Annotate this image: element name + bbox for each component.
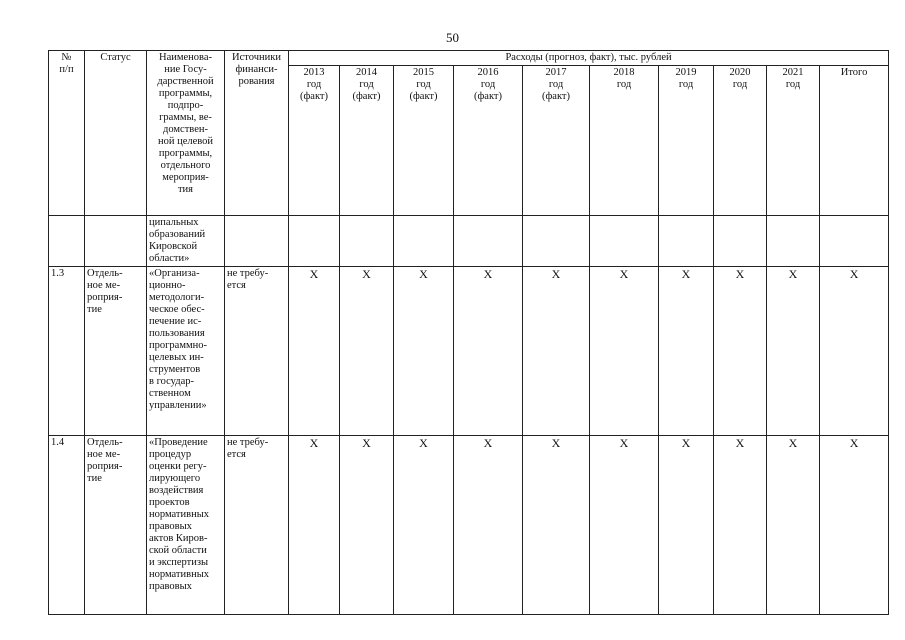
budget-table xyxy=(48,50,889,615)
row-value-total: X xyxy=(820,436,889,615)
header-name: Наименова- ние Госу- дарственной программы, подпро- граммы, ве- домствен- ной целевой программы, отдельного мероприя- тия xyxy=(147,51,225,216)
row-number: 1.4 xyxy=(49,436,85,615)
row-value-2017: X xyxy=(523,267,590,436)
table-row xyxy=(49,436,889,615)
table-cell xyxy=(85,216,147,267)
row-value-2014: X xyxy=(340,267,394,436)
row-source: не требу- ется xyxy=(225,436,289,615)
header-year-2021: 2021 год xyxy=(767,66,820,216)
table-cell xyxy=(454,216,523,267)
header-year-2017: 2017 год (факт) xyxy=(523,66,590,216)
header-number: № п/п xyxy=(49,51,85,216)
row-status: Отдель- ное ме- роприя- тие xyxy=(85,436,147,615)
row-value-2015: X xyxy=(394,267,454,436)
header-year-2013: 2013 год (факт) xyxy=(289,66,340,216)
header-year-2019: 2019 год xyxy=(659,66,714,216)
header-year-2015: 2015 год (факт) xyxy=(394,66,454,216)
header-status: Статус xyxy=(85,51,147,216)
header-year-2020: 2020 год xyxy=(714,66,767,216)
table-cell xyxy=(820,216,889,267)
row-value-2019: X xyxy=(659,436,714,615)
header-expenses: Расходы (прогноз, факт), тыс. рублей xyxy=(289,51,889,66)
header-year-2016: 2016 год (факт) xyxy=(454,66,523,216)
table-cell xyxy=(767,216,820,267)
row-name: «Проведение процедур оценки регу- лирующего воздействия проектов нормативных правовых актов Киров- ской области и экспертизы нормативных правовых xyxy=(147,436,225,615)
table-cell xyxy=(340,216,394,267)
row-value-2013: X xyxy=(289,436,340,615)
row-value-2021: X xyxy=(767,436,820,615)
continuation-name: ципальных образований Кировской области» xyxy=(147,216,225,267)
row-status: Отдель- ное ме- роприя- тие xyxy=(85,267,147,436)
row-value-2014: X xyxy=(340,436,394,615)
table-cell xyxy=(225,216,289,267)
row-value-2020: X xyxy=(714,267,767,436)
row-value-2017: X xyxy=(523,436,590,615)
table-cell xyxy=(714,216,767,267)
table-cell xyxy=(590,216,659,267)
table-cell xyxy=(394,216,454,267)
row-value-total: X xyxy=(820,267,889,436)
row-value-2021: X xyxy=(767,267,820,436)
header-total: Итого xyxy=(820,66,889,216)
row-value-2018: X xyxy=(590,436,659,615)
table-cell xyxy=(523,216,590,267)
row-value-2016: X xyxy=(454,436,523,615)
row-value-2016: X xyxy=(454,267,523,436)
table-cell xyxy=(289,216,340,267)
row-value-2018: X xyxy=(590,267,659,436)
header-year-2018: 2018 год xyxy=(590,66,659,216)
row-value-2019: X xyxy=(659,267,714,436)
table-row xyxy=(49,267,889,436)
table-cell xyxy=(49,216,85,267)
row-value-2015: X xyxy=(394,436,454,615)
page-number: 50 xyxy=(446,30,459,45)
row-source: не требу- ется xyxy=(225,267,289,436)
header-sources: Источники финанси- рования xyxy=(225,51,289,216)
table-cell xyxy=(659,216,714,267)
table-row-continuation xyxy=(49,216,889,267)
row-value-2013: X xyxy=(289,267,340,436)
header-row xyxy=(49,51,889,66)
row-number: 1.3 xyxy=(49,267,85,436)
row-name: «Организа- ционно- методологи- ческое обес- печение ис- пользования программно- целевых ин- струментов в государ- ственном управлении» xyxy=(147,267,225,436)
row-value-2020: X xyxy=(714,436,767,615)
header-year-2014: 2014 год (факт) xyxy=(340,66,394,216)
